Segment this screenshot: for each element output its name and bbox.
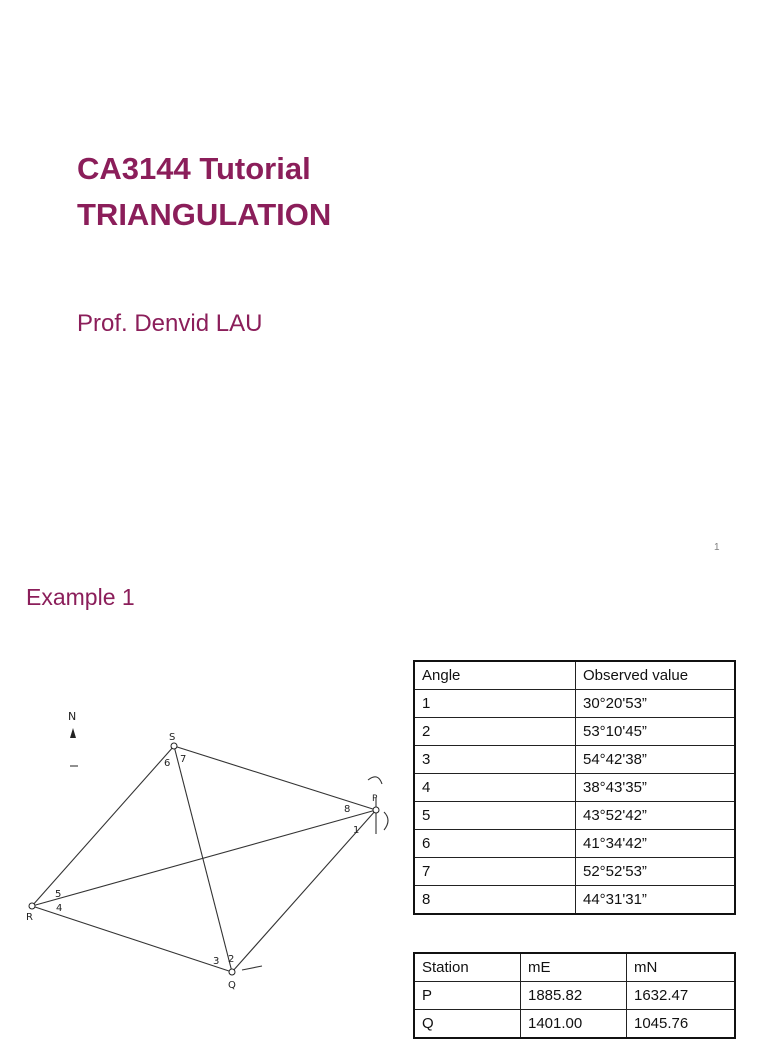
station-cell: P — [414, 982, 521, 1010]
angle-cell: 4 — [414, 774, 576, 802]
station-marker-q — [229, 969, 235, 975]
angle-label-4: 4 — [56, 903, 63, 914]
angle-label-7: 7 — [180, 754, 187, 765]
north-label: N — [68, 710, 77, 723]
angle-cell: 6 — [414, 830, 576, 858]
angle-label-3: 3 — [213, 956, 220, 967]
value-cell: 30°20'53” — [576, 690, 736, 718]
example-title: Example 1 — [26, 584, 135, 610]
station-label-p: P — [372, 794, 378, 804]
header-cell: Observed value — [576, 661, 736, 690]
table-row — [414, 858, 735, 886]
title-line-course: CA3144 Tutorial — [77, 151, 311, 186]
north-arrow-icon — [68, 710, 78, 766]
value-cell: 43°52'42” — [576, 802, 736, 830]
page-number: 1 — [714, 542, 720, 553]
triangulation-diagram — [20, 700, 400, 1000]
table-row — [414, 802, 735, 830]
angle-label-1: 1 — [353, 825, 360, 836]
station-marker-r — [29, 903, 35, 909]
table-row — [414, 774, 735, 802]
header-cell: mN — [627, 953, 736, 982]
table-row — [414, 690, 735, 718]
slide-title — [77, 146, 331, 238]
title-line-topic: TRIANGULATION — [77, 197, 332, 232]
value-cell: 41°34'42” — [576, 830, 736, 858]
northing-cell: 1632.47 — [627, 982, 736, 1010]
angle-observation-table — [413, 660, 736, 915]
table-row — [414, 746, 735, 774]
station-coordinate-table — [413, 952, 736, 1039]
easting-cell: 1401.00 — [521, 1010, 627, 1039]
station-marker-s — [171, 743, 177, 749]
angle-label-2: 2 — [228, 954, 235, 965]
angle-cell: 3 — [414, 746, 576, 774]
station-marker-p — [373, 807, 379, 813]
header-cell: mE — [521, 953, 627, 982]
table-row — [414, 830, 735, 858]
table-row — [414, 886, 735, 915]
value-cell: 44°31'31” — [576, 886, 736, 915]
angle-cell: 5 — [414, 802, 576, 830]
network-lines — [32, 746, 388, 972]
angle-label-8: 8 — [344, 804, 351, 815]
angle-cell: 7 — [414, 858, 576, 886]
author-name: Prof. Denvid LAU — [77, 310, 263, 337]
header-cell: Station — [414, 953, 521, 982]
angle-cell: 2 — [414, 718, 576, 746]
angle-label-6: 6 — [164, 758, 171, 769]
angle-cell: 8 — [414, 886, 576, 915]
table-row — [414, 982, 735, 1010]
table-header-row — [414, 953, 735, 982]
table-row — [414, 718, 735, 746]
value-cell: 54°42'38” — [576, 746, 736, 774]
value-cell: 38°43'35” — [576, 774, 736, 802]
header-cell: Angle — [414, 661, 576, 690]
station-label-q: Q — [228, 980, 236, 991]
value-cell: 52°52'53” — [576, 858, 736, 886]
station-label-r: R — [26, 912, 33, 923]
easting-cell: 1885.82 — [521, 982, 627, 1010]
station-markers — [29, 743, 379, 975]
northing-cell: 1045.76 — [627, 1010, 736, 1039]
angle-label-5: 5 — [55, 889, 62, 900]
table-header-row — [414, 661, 735, 690]
station-cell: Q — [414, 1010, 521, 1039]
value-cell: 53°10'45” — [576, 718, 736, 746]
angle-cell: 1 — [414, 690, 576, 718]
station-label-s: S — [169, 732, 176, 743]
